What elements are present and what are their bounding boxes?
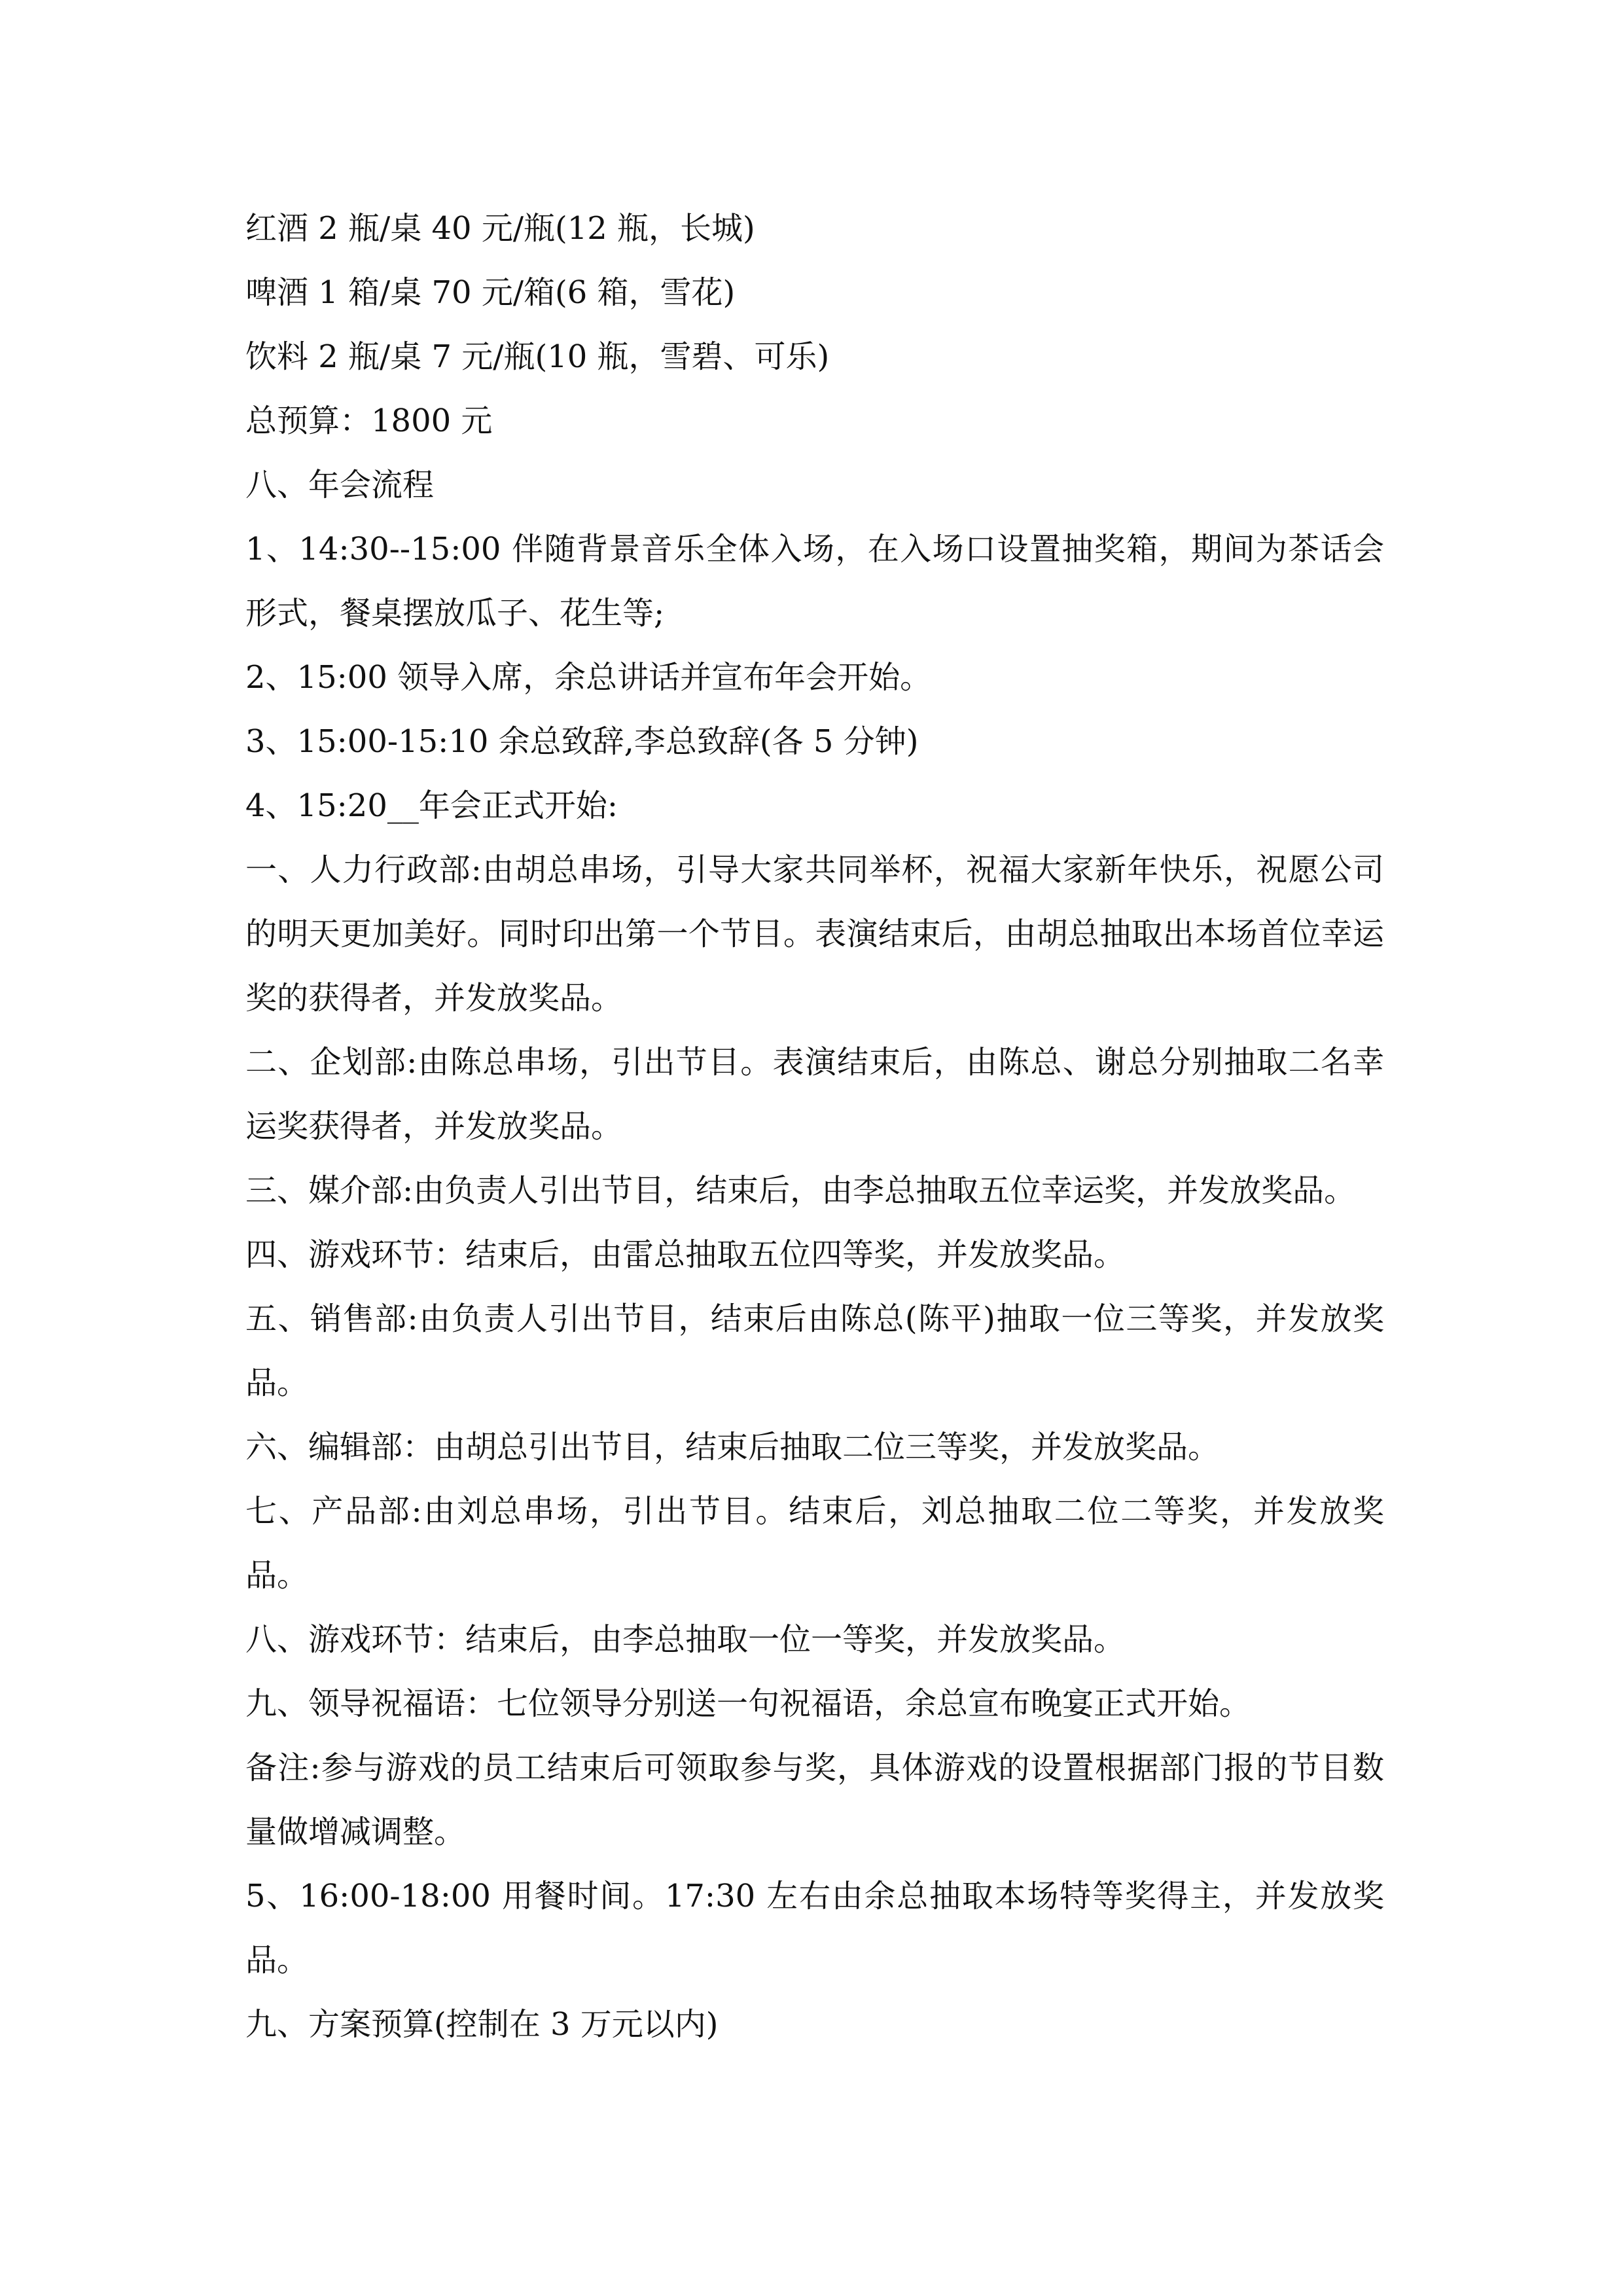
program-leader-blessings: 九、领导祝福语：七位领导分别送一句祝福语，余总宣布晚宴正式开始。 (245, 1685, 1251, 1722)
budget-red-wine-line: 红酒 2 瓶/桌 40 元/瓶(12 瓶，长城) (245, 210, 755, 247)
total-budget-line: 总预算：1800 元 (245, 403, 493, 439)
process-step-4: 4、15:20__年会正式开始: (245, 787, 618, 824)
program-game-2: 八、游戏环节：结束后，由李总抽取一位一等奖，并发放奖品。 (245, 1621, 1126, 1658)
process-step-1: 1、14:30--15:00 伴随背景音乐全体入场，在入场口设置抽奖箱，期间为茶话会形式，餐桌摆放瓜子、花生等; (245, 531, 1384, 632)
process-step-5: 5、16:00-18:00 用餐时间。17:30 左右由余总抽取本场特等奖得主，并发放奖品。 (245, 1878, 1384, 1979)
program-note: 备注:参与游戏的员工结束后可领取参与奖，具体游戏的设置根据部门报的节目数量做增减调整。 (245, 1749, 1384, 1850)
program-game-1: 四、游戏环节：结束后，由雷总抽取五位四等奖，并发放奖品。 (245, 1236, 1126, 1273)
process-step-3: 3、15:00-15:10 余总致辞,李总致辞(各 5 分钟) (245, 723, 919, 760)
program-editorial: 六、编辑部：由胡总引出节目，结束后抽取二位三等奖，并发放奖品。 (245, 1429, 1220, 1465)
program-sales: 五、销售部:由负责人引出节目，结束后由陈总(陈平)抽取一位三等奖，并发放奖品。 (245, 1300, 1384, 1401)
document-body (245, 196, 1384, 2056)
budget-drinks-line: 饮料 2 瓶/桌 7 元/瓶(10 瓶，雪碧、可乐) (245, 338, 830, 375)
budget-beer-line: 啤酒 1 箱/桌 70 元/箱(6 箱，雪花) (245, 274, 736, 311)
program-hr-admin: 一、人力行政部:由胡总串场，引导大家共同举杯，祝福大家新年快乐，祝愿公司的明天更加美好。同时印出第一个节目。表演结束后，由胡总抽取出本场首位幸运奖的获得者，并发放奖品。 (245, 852, 1384, 1016)
program-planning: 二、企划部:由陈总串场，引出节目。表演结束后，由陈总、谢总分别抽取二名幸运奖获得者，并发放奖品。 (245, 1044, 1384, 1145)
section-heading-budget: 九、方案预算(控制在 3 万元以内) (245, 2006, 719, 2043)
program-media: 三、媒介部:由负责人引出节目，结束后，由李总抽取五位幸运奖，并发放奖品。 (245, 1172, 1356, 1209)
section-heading-annual-meeting-process: 八、年会流程 (245, 467, 435, 503)
program-product: 七、产品部:由刘总串场，引出节目。结束后，刘总抽取二位二等奖，并发放奖品。 (245, 1493, 1384, 1594)
process-step-2: 2、15:00 领导入席，余总讲话并宣布年会开始。 (245, 659, 932, 696)
